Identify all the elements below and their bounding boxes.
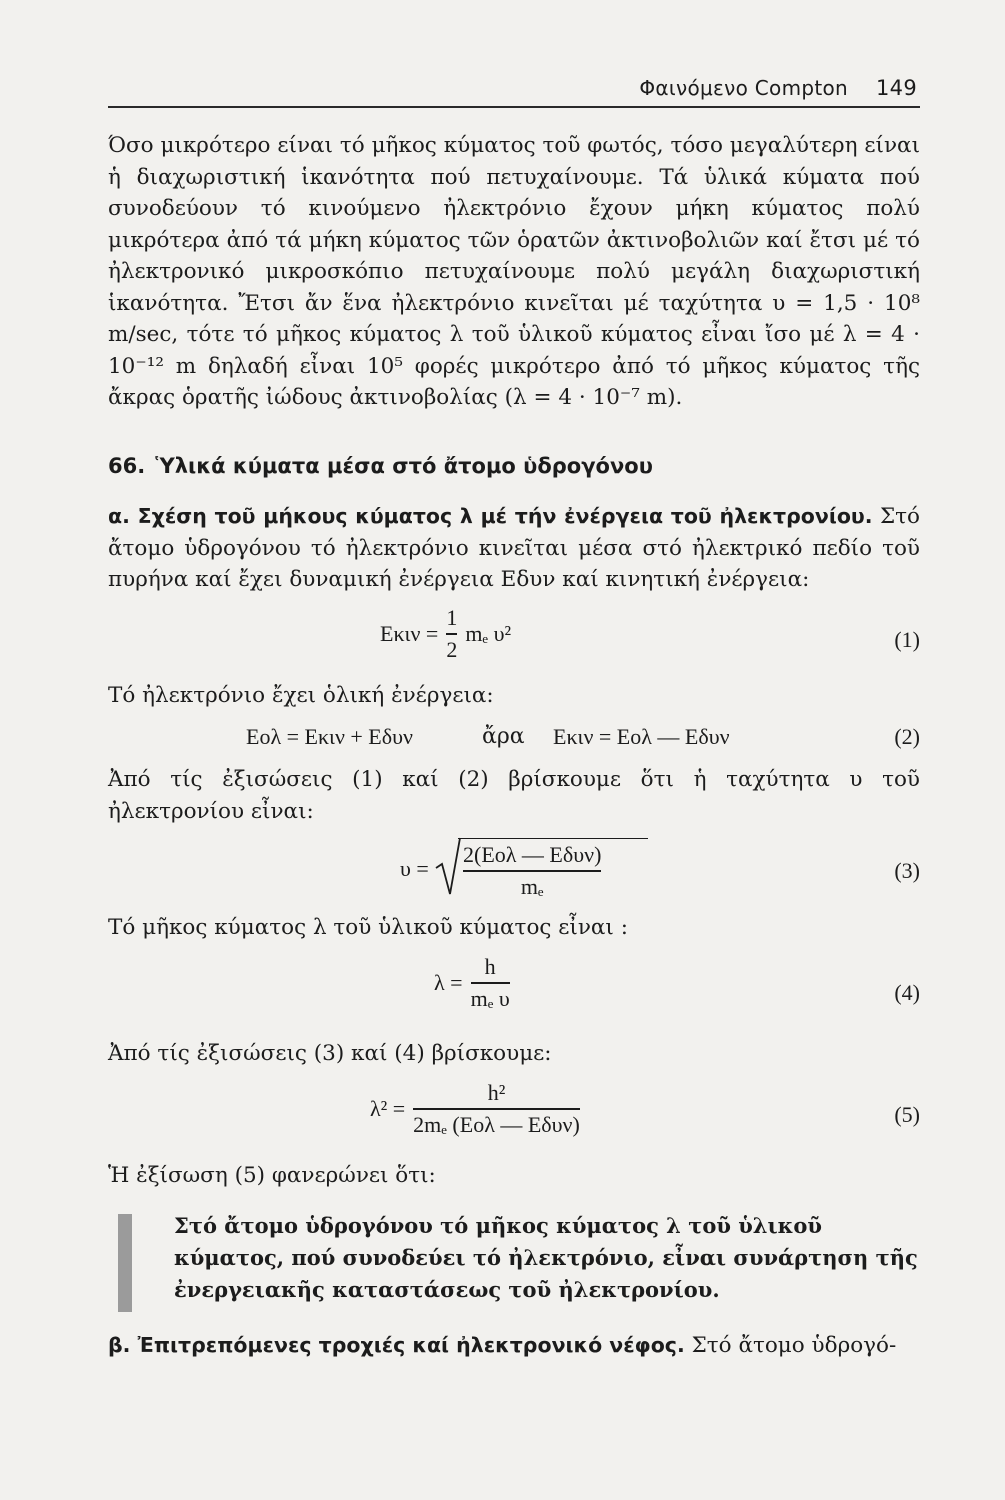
eq5-label: (5) <box>894 1102 920 1127</box>
eq2-middle: ἄρα <box>482 724 525 749</box>
intro-text: Όσο μικρότερο είναι τό μῆκος κύματος τοῦ φωτός, τόσο μεγαλύτερη είναι ἡ διαχωριστική ἱκανότητα πού πετυχαίνουμε. Τά ὑλικά κύματα πού συνοδεύουν τό κινούμενο ἠλεκτρόνιο ἔχουν μήκη κύματος πολύ μικρότερα ἀπό τά μήκη κύματος τῶν ὁρατῶν ἀκτινοβολιῶν καί ἔτσι μέ τό ἠλεκτρονικό μικροσκόπιο πετυχαίνουμε πολύ μεγάλη διαχωριστική ἱκανότητα. Ἔτσι ἄν ἕνα ἠλεκτρόνιο κινεῖται μέ ταχύτητα υ = 1,5 · 10⁸ m/sec, τότε τό μῆκος κύματος λ τοῦ ὑλικοῦ κύματος εἶναι ἴσο μέ λ = 4 · 10⁻¹² m δηλαδή εἶναι 10⁵ φορές μικρότερο ἀπό τό μῆκος κύματος τῆς ἄκρας ὁρατῆς ἰώδους ἀκτινοβολίας (λ = 4 · 10⁻⁷ m). <box>108 133 920 410</box>
section-number: 66. <box>108 454 146 478</box>
text-total-energy-block <box>108 680 920 712</box>
text-wavelength-block <box>108 912 920 944</box>
eq5-denominator: 2mₑ (Eολ — Eδυν) <box>413 1111 580 1137</box>
subsection-b-text: Στό ἄτομο ὑδρογό- <box>684 1333 897 1358</box>
section-heading <box>108 454 920 478</box>
eq3-label: (3) <box>894 858 920 883</box>
eq1-label: (1) <box>894 627 920 652</box>
subsection-b <box>108 1330 920 1362</box>
header-title: Φαινόμενο Compton <box>639 76 849 100</box>
conclusion-box <box>108 1210 920 1306</box>
equation-1 <box>108 605 920 665</box>
running-header <box>105 76 917 100</box>
eq4-fraction <box>471 954 510 1012</box>
eq3-fraction <box>463 842 601 900</box>
eq4-label: (4) <box>894 980 920 1005</box>
subsection-a-text: Στό ἄτομο ὑδρογόνου τό ἠλεκτρόνιο κινεῖται μέσα στό ἠλεκτρικό πεδίο τοῦ πυρήνα καί ἔχει δυναμική ἐνέργεια Eδυν καί κινητική ἐνέργεια: <box>108 504 921 592</box>
equation-4 <box>108 954 920 1014</box>
eq1-lhs: Eκιν = <box>380 620 439 646</box>
section-title: Ὑλικά κύματα μέσα στό ἄτομο ὑδρογόνου <box>155 454 653 478</box>
eq3-denominator: mₑ <box>520 873 544 899</box>
eq2-left: Eολ = Eκιν + Eδυν <box>246 724 413 749</box>
conclusion-text: Στό ἄτομο ὑδρογόνου τό μῆκος κύματος λ τοῦ ὑλικοῦ κύματος, πού συνοδεύει τό ἠλεκτρόνιο, εἶναι συνάρτηση τῆς ἐνεργειακῆς καταστάσεως τοῦ ἠλεκτρονίου. <box>174 1213 918 1302</box>
subsection-a-label: α. Σχέση τοῦ μήκους κύματος λ μέ τήν ἐνέργεια τοῦ ἠλεκτρονίου. <box>108 504 873 528</box>
equation-5 <box>108 1080 920 1140</box>
page-number: 149 <box>876 76 917 100</box>
eq4-denominator: mₑ υ <box>470 985 510 1011</box>
sqrt-sign <box>434 836 464 896</box>
equation-3 <box>108 836 920 899</box>
eq5-numerator: h² <box>487 1080 506 1105</box>
eq5-lhs: λ² = <box>370 1095 406 1121</box>
intro-paragraph <box>108 130 920 414</box>
eq2-label: (2) <box>894 724 920 749</box>
text-from-34: Ἀπό τίς ἐξισώσεις (3) καί (4) βρίσκουμε: <box>108 1041 552 1066</box>
text-from-34-block <box>108 1038 920 1070</box>
text-from-12: Ἀπό τίς ἐξισώσεις (1) καί (2) βρίσκουμε ὅτι ἡ ταχύτητα υ τοῦ ἠλεκτρονίου εἶναι: <box>108 767 920 824</box>
eq3-numerator: 2(Eολ — Eδυν) <box>463 842 602 867</box>
eq5-fraction <box>413 1080 580 1138</box>
eq1-numerator: 1 <box>446 605 458 630</box>
eq2-right: Eκιν = Eολ — Eδυν <box>553 724 730 749</box>
eq1-rhs: mₑ υ² <box>465 620 512 646</box>
text-from-12-block <box>108 764 920 827</box>
eq1-fraction <box>446 605 457 663</box>
highlight-bar <box>118 1214 132 1312</box>
text-eq5-shows: Ἡ ἐξίσωση (5) φανερώνει ὅτι: <box>108 1163 436 1188</box>
eq3-lhs: υ = <box>400 856 429 881</box>
eq4-numerator: h <box>484 954 496 979</box>
header-rule <box>108 106 920 108</box>
text-wavelength: Τό μῆκος κύματος λ τοῦ ὑλικοῦ κύματος εἶναι : <box>108 915 628 940</box>
eq4-lhs: λ = <box>434 969 463 995</box>
subsection-a <box>108 501 920 596</box>
eq1-denominator: 2 <box>446 636 458 662</box>
text-eq5-shows-block <box>108 1160 920 1192</box>
subsection-b-label: β. Ἐπιτρεπόμενες τροχιές καί ἠλεκτρονικό νέφος. <box>108 1333 685 1357</box>
text-total-energy: Τό ἠλεκτρόνιο ἔχει ὁλική ἐνέργεια: <box>108 683 494 708</box>
